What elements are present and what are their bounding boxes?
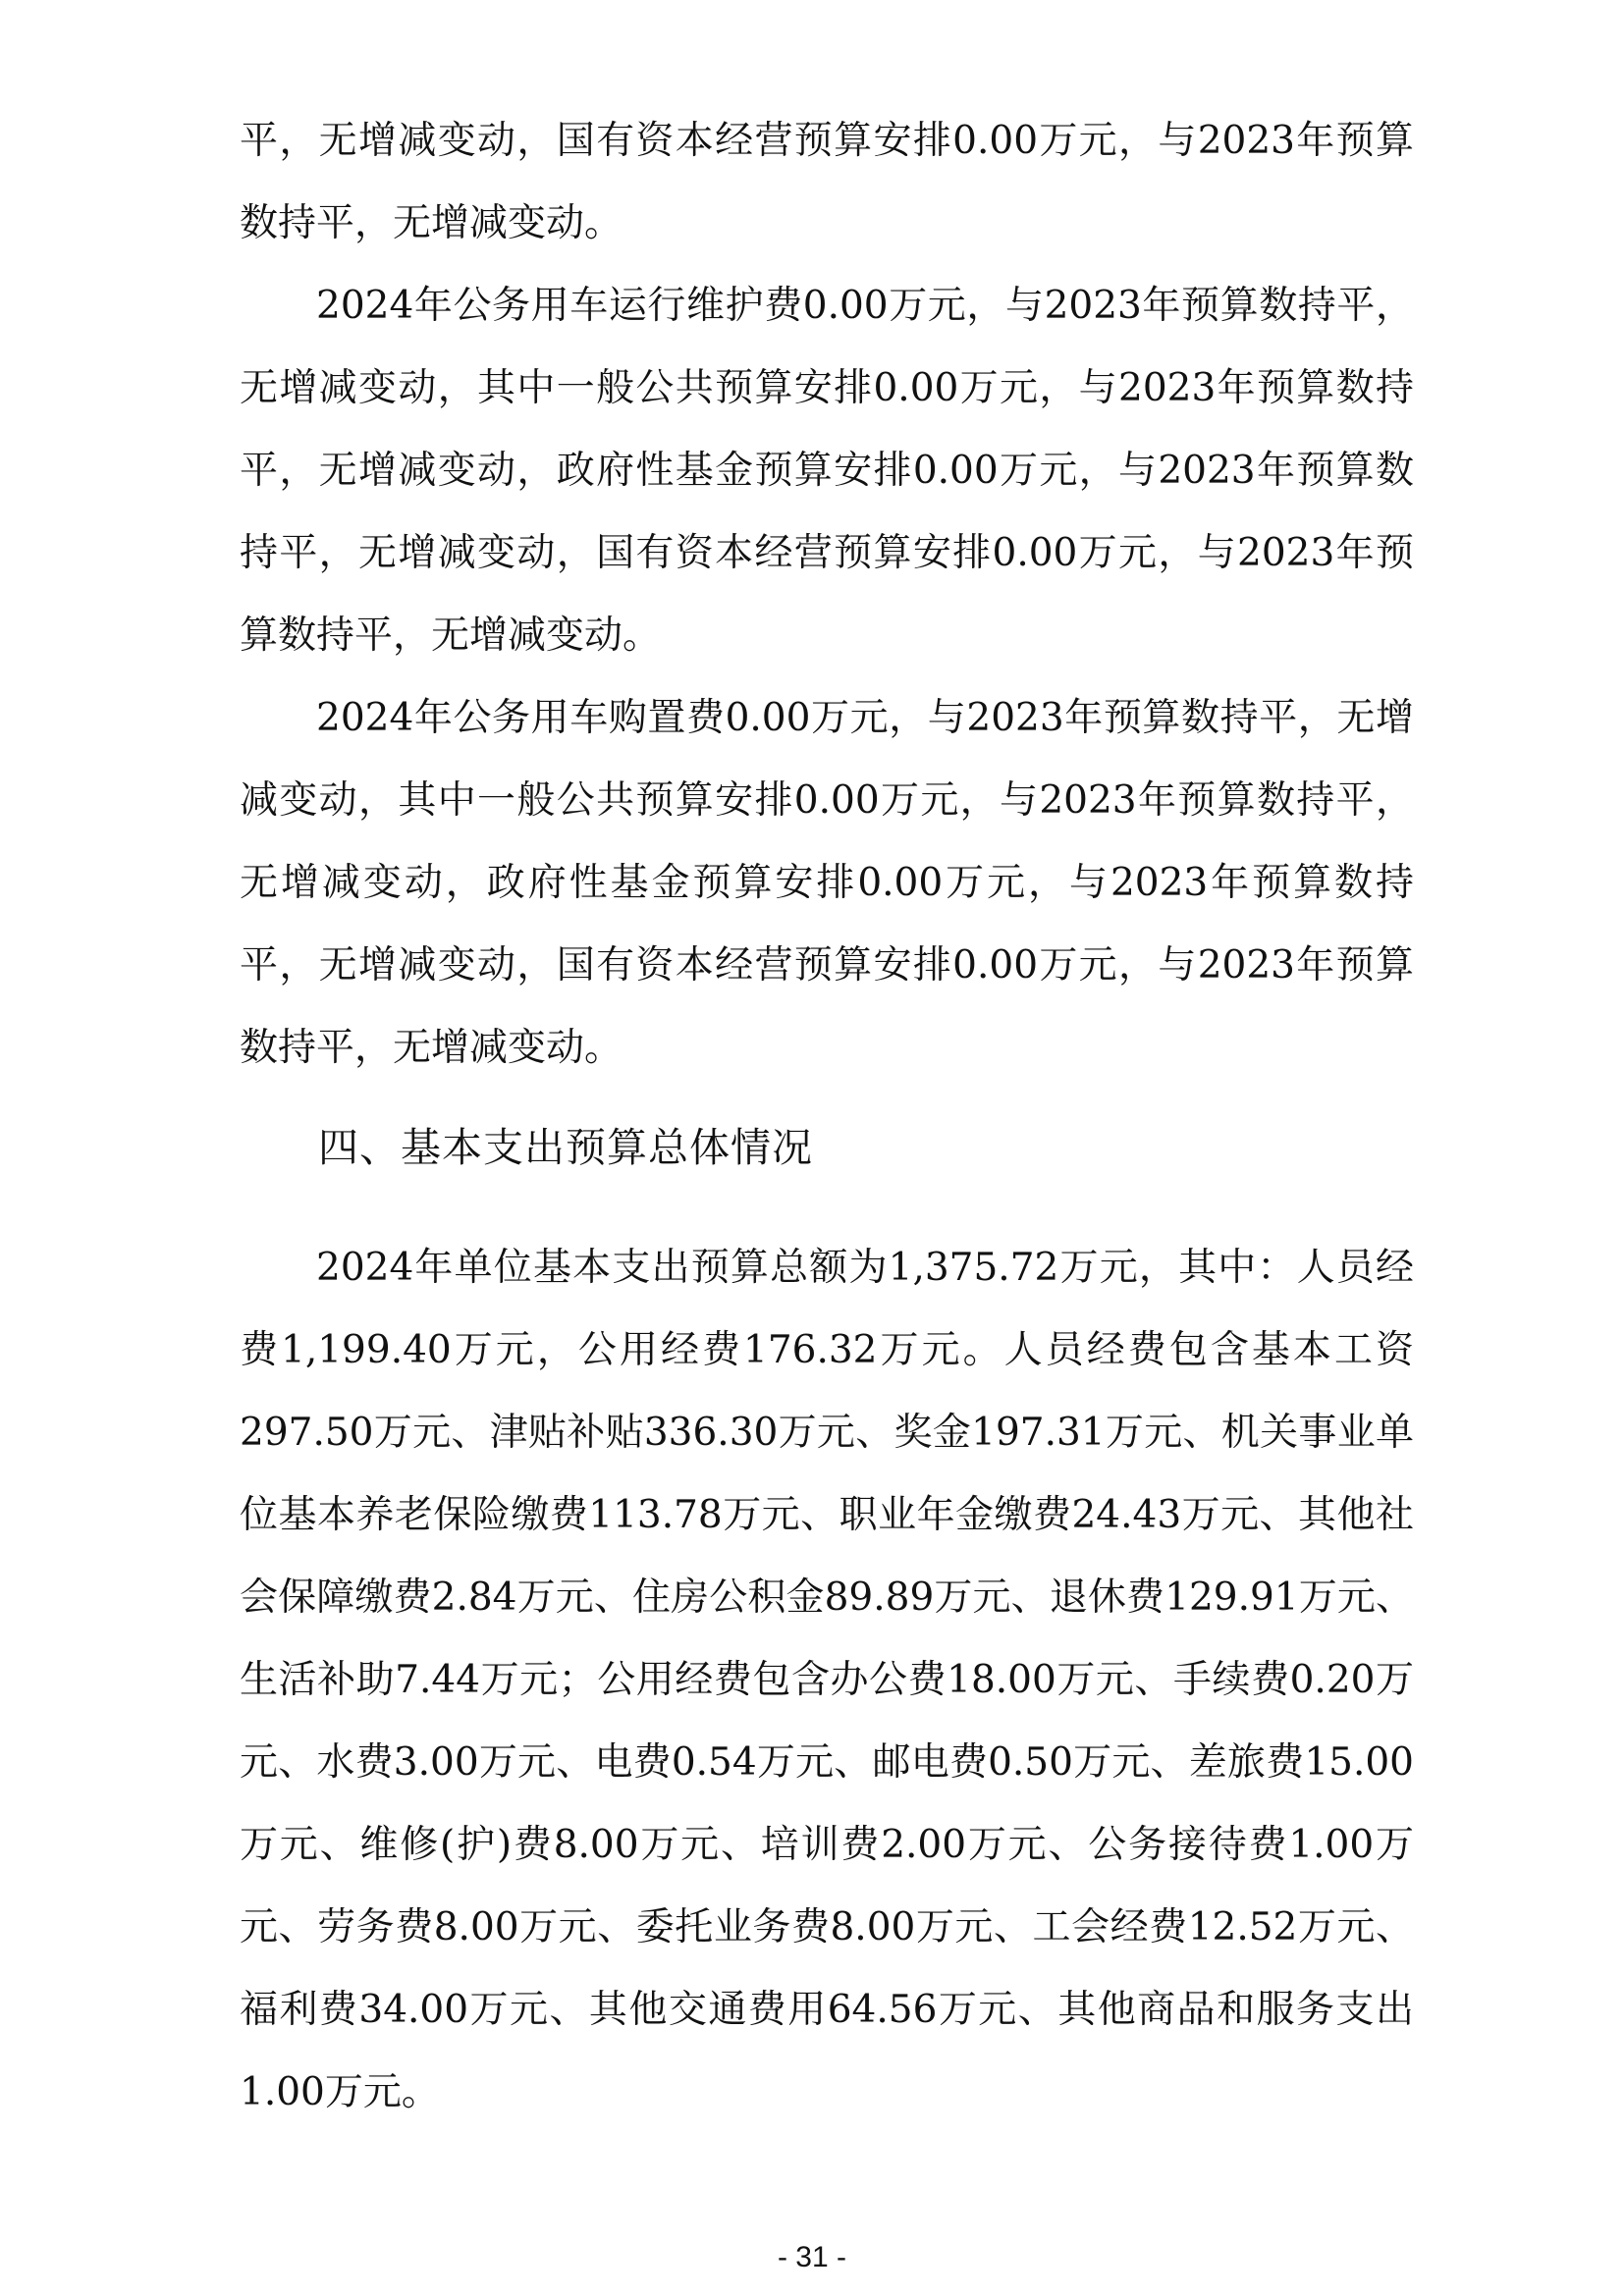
page-number: - 31 - <box>777 2241 847 2273</box>
paragraph-vehicle-maintenance: 2024年公务用车运行维护费0.00万元，与2023年预算数持平，无增减变动，其中一般公共预算安排0.00万元，与2023年预算数持平，无增减变动，政府性基金预算安排0.00万元，与2023年预算数持平，无增减变动，国有资本经营预算安排0.00万元，与2023年预算数持平，无增减变动。 <box>240 284 1414 658</box>
section-heading: 四、基本支出预算总体情况 <box>318 1124 813 1171</box>
paragraph-continuation: 平，无增减变动，国有资本经营预算安排0.00万元，与2023年预算数持平，无增减变动。 <box>240 119 1414 245</box>
paragraph-vehicle-purchase: 2024年公务用车购置费0.00万元，与2023年预算数持平，无增减变动，其中一般公共预算安排0.00万元，与2023年预算数持平，无增减变动，政府性基金预算安排0.00万元，与2023年预算数持平，无增减变动，国有资本经营预算安排0.00万元，与2023年预算数持平，无增减变动。 <box>240 696 1414 1070</box>
paragraph-basic-expenditure: 2024年单位基本支出预算总额为1,375.72万元，其中：人员经费1,199.40万元，公用经费176.32万元。人员经费包含基本工资297.50万元、津贴补贴336.30万元、奖金197.31万元、机关事业单位基本养老保险缴费113.78万元、职业年金缴费24.43万元、其他社会保障缴费2.84万元、住房公积金89.89万元、退休费129.91万元、生活补助7.44万元；公用经费包含办公费18.00万元、手续费0.20万元、水费3.00万元、电费0.54万元、邮电费0.50万元、差旅费15.00万元、维修(护)费8.00万元、培训费2.00万元、公务接待费1.00万元、劳务费8.00万元、委托业务费8.00万元、工会经费12.52万元、福利费34.00万元、其他交通费用64.56万元、其他商品和服务支出1.00万元。 <box>240 1246 1414 2114</box>
